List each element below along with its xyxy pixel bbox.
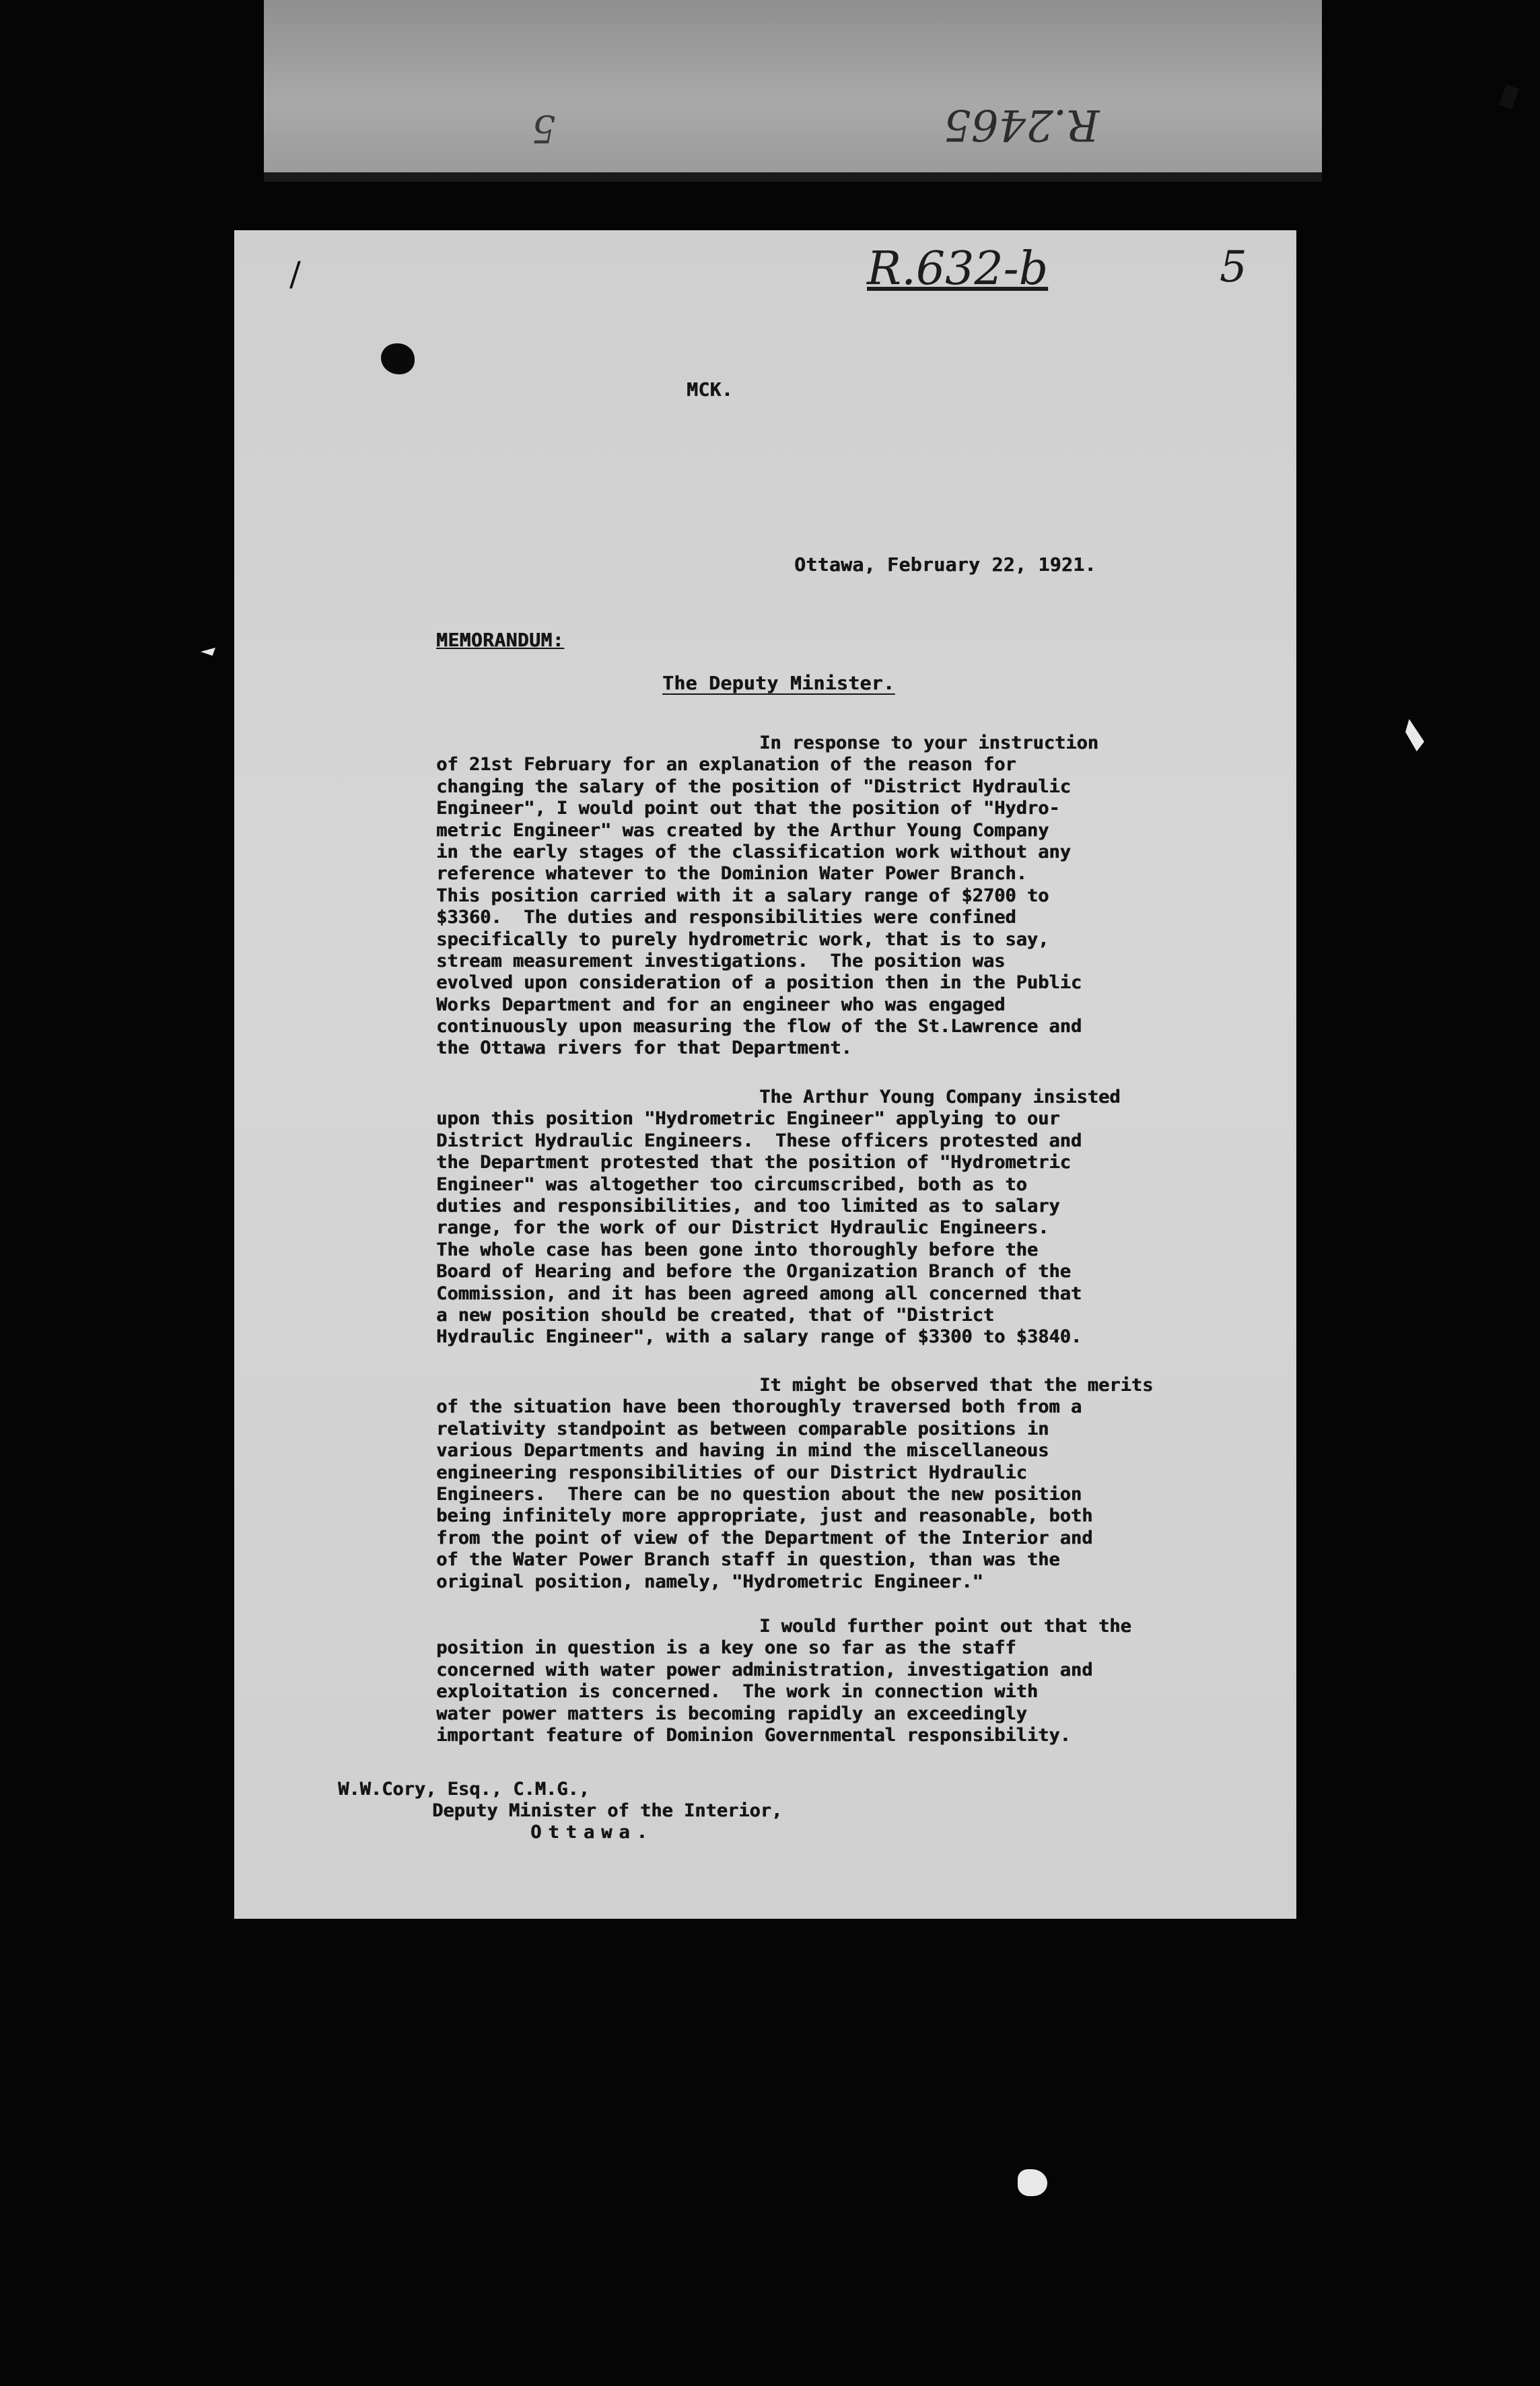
paragraph-line: the Ottawa rivers for that Department. (436, 1037, 852, 1059)
paragraph-line: Engineers. There can be no question about the new position (436, 1483, 1082, 1505)
paragraph-line: duties and responsibilities, and too limited as to salary (436, 1195, 1060, 1217)
paragraph-line: a new position should be created, that of "District (436, 1304, 995, 1326)
paragraph-line: changing the salary of the position of "District Hydraulic (436, 776, 1071, 797)
paragraph-line: important feature of Dominion Governmental responsibility. (436, 1724, 1071, 1746)
paragraph-line: concerned with water power administration, investigation and (436, 1659, 1093, 1680)
paragraph-3 (436, 1375, 1251, 1593)
recipient-name: W.W.Cory, Esq., C.M.G., (338, 1779, 590, 1800)
paragraph-line: It might be observed that the merits (759, 1375, 1154, 1396)
recipient-block (338, 1779, 782, 1843)
paragraph-line: engineering responsibilities of our District Hydraulic (436, 1462, 1027, 1483)
paragraph-line: position in question is a key one so far as the staff (436, 1637, 1016, 1659)
reversed-page-strip (264, 0, 1322, 182)
strip-punch-hole (1420, 11, 1450, 42)
paragraph-line: Engineer", I would point out that the position of "Hydro- (436, 798, 1060, 819)
paragraph-line: of 21st February for an explanation of the reason for (436, 754, 1016, 776)
handwritten-page-number: 5 (1220, 242, 1247, 292)
paragraph-line: $3360. The duties and responsibilities were confined (436, 907, 1016, 928)
paragraph-line: the Department protested that the position of "Hydrometric (436, 1152, 1071, 1173)
paragraph-line: upon this position "Hydrometric Engineer" applying to our (436, 1108, 1060, 1130)
paragraph-line: evolved upon consideration of a position then in the Public (436, 972, 1082, 994)
paragraph-line: of the situation have been thoroughly traversed both from a (436, 1396, 1082, 1418)
letter-date: Ottawa, February 22, 1921. (794, 553, 1096, 576)
paragraph-line: being infinitely more appropriate, just and reasonable, both (436, 1505, 1093, 1527)
handwritten-tick: / (289, 254, 301, 294)
paragraph-line: reference whatever to the Dominion Water Power Branch. (436, 863, 1027, 885)
paragraph-line: various Departments and having in mind the miscellaneous (436, 1440, 1049, 1462)
paragraph-line: The whole case has been gone into thoroughly before the (436, 1239, 1039, 1260)
film-speck (1405, 719, 1424, 751)
typist-initials: MCK. (687, 378, 734, 401)
paragraph-line: Hydraulic Engineer", with a salary range of $3300 to $3840. (436, 1326, 1082, 1348)
strip-mirrored-number: 5 (532, 106, 556, 150)
paragraph-line: exploitation is concerned. The work in connection with (436, 1681, 1039, 1703)
recipient-city: Ottawa. (530, 1822, 654, 1843)
paragraph-line: in the early stages of the classification work without any (436, 841, 1071, 862)
paragraph-line: range, for the work of our District Hydraulic Engineers. (436, 1217, 1049, 1239)
paragraph-line: from the point of view of the Department of the Interior and (436, 1527, 1093, 1548)
paragraph-line: District Hydraulic Engineers. These officers protested and (436, 1130, 1082, 1151)
paragraph-line: relativity standpoint as between comparable positions in (436, 1418, 1049, 1439)
paragraph-line: Works Department and for an engineer who was engaged (436, 994, 1006, 1015)
film-speck (201, 648, 215, 656)
paragraph-line: Board of Hearing and before the Organization Branch of the (436, 1261, 1071, 1283)
memorandum-page (234, 230, 1296, 1919)
paragraph-1 (436, 732, 1251, 1060)
paragraph-line: of the Water Power Branch staff in question, than was the (436, 1549, 1060, 1571)
punch-hole (381, 343, 415, 374)
strip-mark (1499, 85, 1519, 110)
strip-mirrored-reference: R.2465 (944, 100, 1100, 149)
paragraph-line: In response to your instruction (759, 732, 1098, 753)
paragraph-line: water power matters is becoming rapidly an exceedingly (436, 1703, 1027, 1724)
paragraph-line: Commission, and it has been agreed among all concerned that (436, 1283, 1082, 1304)
paragraph-line: The Arthur Young Company insisted (759, 1087, 1121, 1107)
film-speck (1018, 2169, 1047, 2196)
paragraph-2 (436, 1087, 1251, 1349)
paragraph-line: stream measurement investigations. The position was (436, 950, 1006, 972)
handwritten-file-reference: R.632-b (867, 242, 1049, 296)
paragraph-line: continuously upon measuring the flow of the St.Lawrence and (436, 1016, 1082, 1037)
paragraph-4 (436, 1616, 1251, 1746)
recipient-title: Deputy Minister of the Interior, (432, 1800, 783, 1821)
paragraph-line: This position carried with it a salary range of $2700 to (436, 885, 1049, 906)
paragraph-line: original position, namely, "Hydrometric Engineer." (436, 1571, 983, 1592)
paragraph-line: Engineer" was altogether too circumscribed, both as to (436, 1173, 1027, 1195)
addressee-heading: The Deputy Minister. (662, 672, 895, 694)
memorandum-label: MEMORANDUM: (436, 629, 564, 651)
paragraph-line: specifically to purely hydrometric work, that is to say, (436, 928, 1049, 950)
paragraph-line: metric Engineer" was created by the Arthur Young Company (436, 819, 1049, 841)
paragraph-line: I would further point out that the (759, 1616, 1131, 1637)
